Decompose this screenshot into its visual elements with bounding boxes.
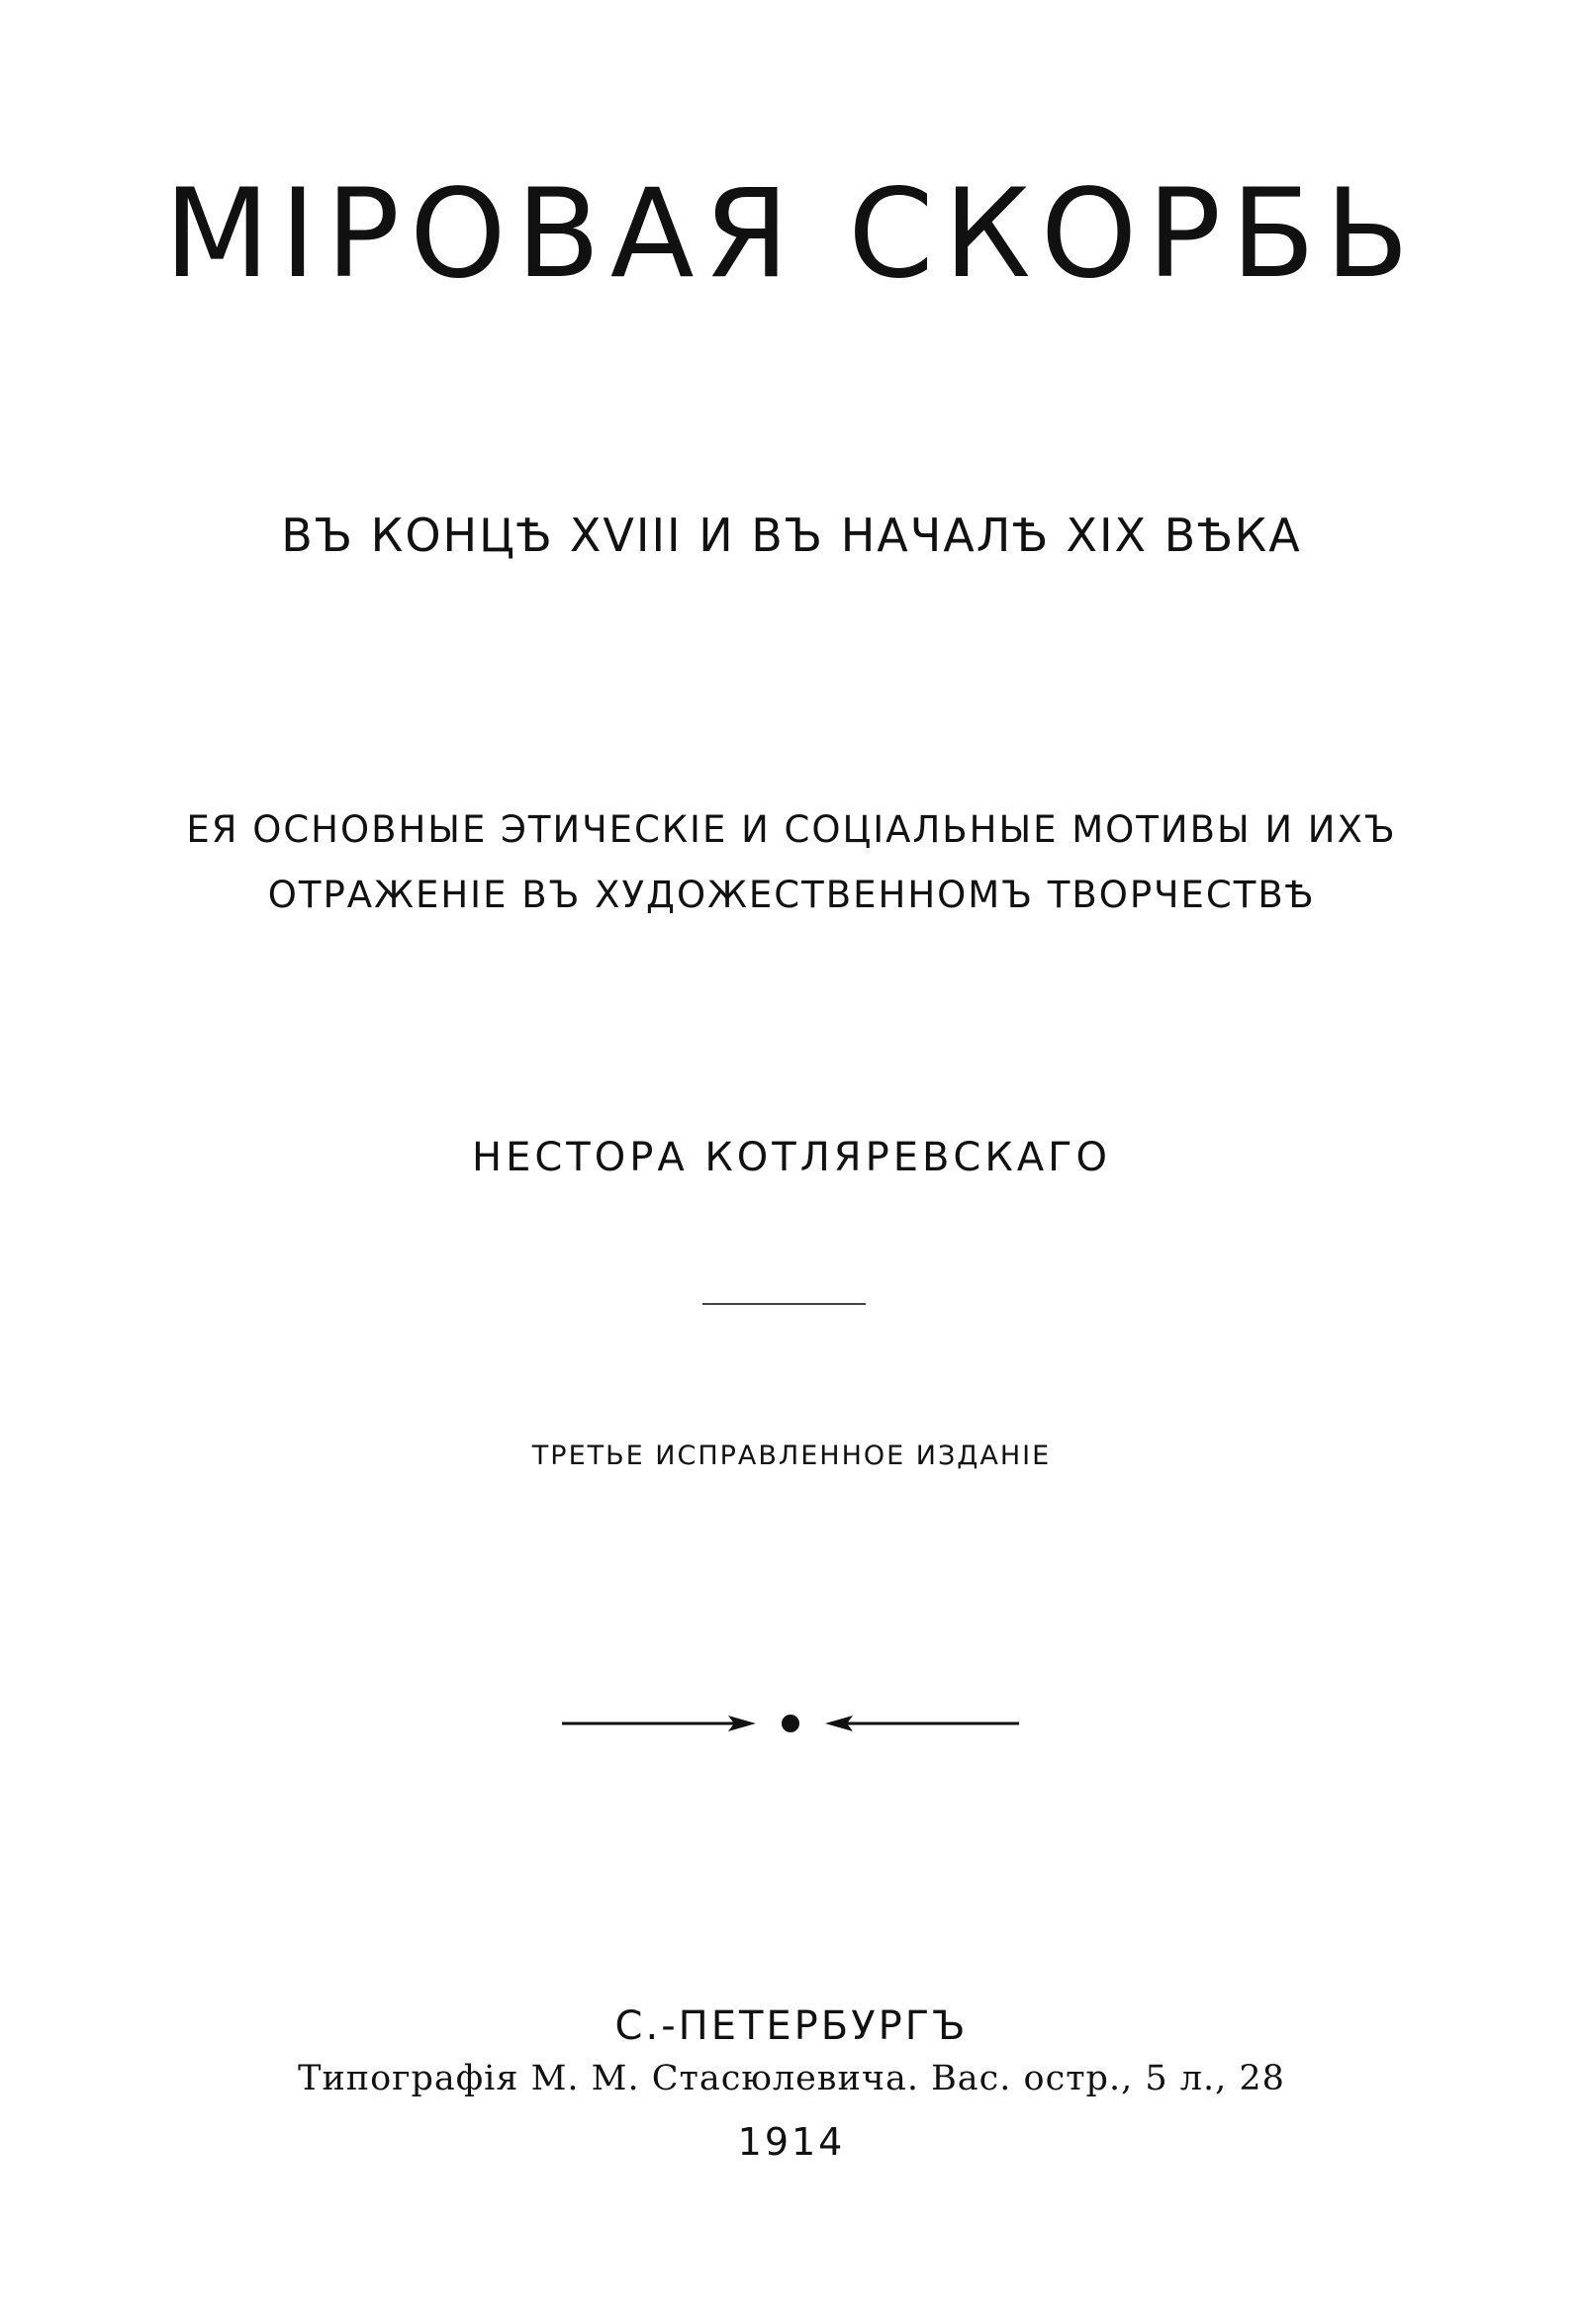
publication-year: 1914: [737, 2120, 846, 2164]
description-line-2: ОТРАЖЕНІЕ ВЪ ХУДОЖЕСТВЕННОМЪ ТВОРЧЕСТВѢ: [267, 874, 1316, 916]
short-divider-rule: [702, 1303, 866, 1305]
edition-note: ТРЕТЬЕ ИСПРАВЛЕННОЕ ИЗДАНІЕ: [531, 1441, 1052, 1471]
ornament-center-dot: [782, 1715, 799, 1732]
description-line-1: ЕЯ ОСНОВНЫЕ ЭТИЧЕСКІЕ И СОЦІАЛЬНЫЕ МОТИВЫ И ИХЪ: [186, 808, 1397, 851]
book-subtitle: ВЪ КОНЦѢ XVIII И ВЪ НАЧАЛѢ XIX ВѢКА: [281, 509, 1302, 562]
book-title: МІРОВАЯ СКОРБЬ: [163, 163, 1420, 306]
author-name: НЕСТОРА КОТЛЯРЕВСКАГО: [472, 1135, 1111, 1180]
publication-city: С.-ПЕТЕРБУРГЪ: [614, 2003, 969, 2049]
printer-imprint: Типографія М. М. Стасюлевича. Вас. остр., 5 л., 28: [298, 2059, 1285, 2098]
ornamental-divider: [562, 1704, 1019, 1743]
